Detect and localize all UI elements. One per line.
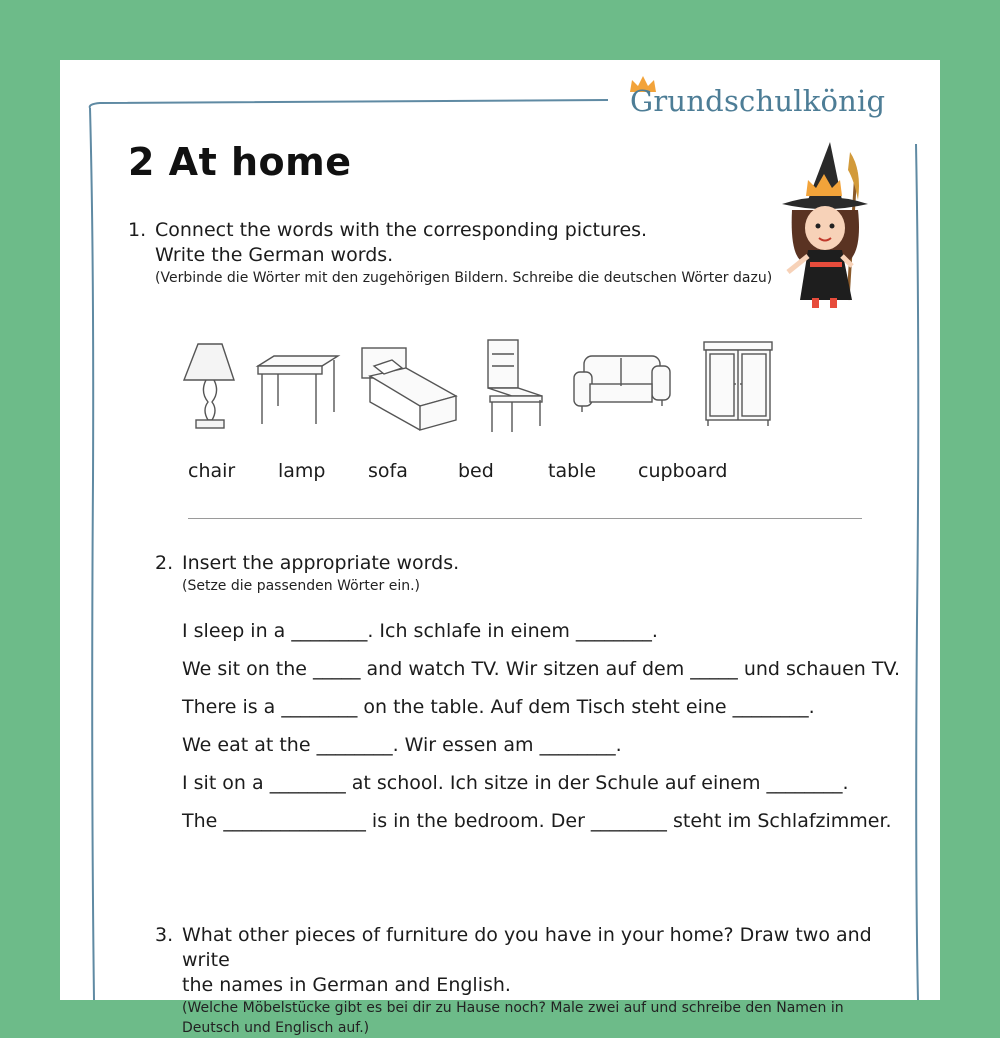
task-3-translation-2: Deutsch und Englisch auf.) (182, 1020, 370, 1036)
task-3-line-2: the names in German and English. (182, 974, 511, 996)
word-sofa: sofa (368, 460, 408, 482)
task-2-line-1: Insert the appropriate words. (182, 552, 460, 574)
sentence-row[interactable]: We eat at the ________. Wir essen am ________. (182, 734, 622, 756)
furniture-pictures (170, 336, 810, 436)
task-1-line-1: Connect the words with the corresponding pictures. (155, 219, 648, 241)
word-table: table (548, 460, 597, 482)
task-1-number: 1. (128, 219, 147, 241)
bed-icon (362, 348, 456, 430)
word-bed: bed (458, 460, 494, 482)
page-title: 2 At home (128, 140, 352, 184)
task-1 (128, 218, 828, 288)
task-3-line-1: What other pieces of furniture do you have in your home? Draw two and write (182, 924, 872, 971)
chair-icon (488, 340, 542, 432)
sofa-icon (574, 356, 670, 412)
sentence-row[interactable]: The _______________ is in the bedroom. Der ________ steht im Schlafzimmer. (182, 810, 892, 832)
sentence-row[interactable]: We sit on the _____ and watch TV. Wir sitzen auf dem _____ und schauen TV. (182, 658, 901, 680)
table-icon (258, 356, 338, 424)
task-3 (155, 923, 895, 1038)
task-3-translation-1: (Welche Möbelstücke gibt es bei dir zu Hause noch? Male zwei auf und schreibe den Namen in (182, 1000, 844, 1016)
word-lamp: lamp (278, 460, 326, 482)
worksheet-page (60, 60, 940, 1036)
answer-line[interactable] (188, 518, 862, 519)
task-2 (155, 551, 755, 596)
task-3-number: 3. (155, 924, 174, 946)
lamp-icon (184, 344, 234, 428)
task-1-line-2: Write the German words. (155, 244, 394, 266)
word-cupboard: cupboard (638, 460, 728, 482)
cupboard-icon (704, 342, 772, 426)
sentence-row[interactable]: I sit on a ________ at school. Ich sitze in der Schule auf einem ________. (182, 772, 849, 794)
word-chair: chair (188, 460, 236, 482)
task-2-number: 2. (155, 552, 174, 574)
sentence-row[interactable]: I sleep in a ________. Ich schlafe in einem ________. (182, 620, 658, 642)
brand-logo: Grundschulkönig (630, 84, 886, 118)
sentence-row[interactable]: There is a ________ on the table. Auf dem Tisch steht eine ________. (182, 696, 815, 718)
task-2-translation: (Setze die passenden Wörter ein.) (182, 578, 421, 594)
task-1-translation: (Verbinde die Wörter mit den zugehörigen Bildern. Schreibe die deutschen Wörter dazu) (155, 270, 773, 286)
